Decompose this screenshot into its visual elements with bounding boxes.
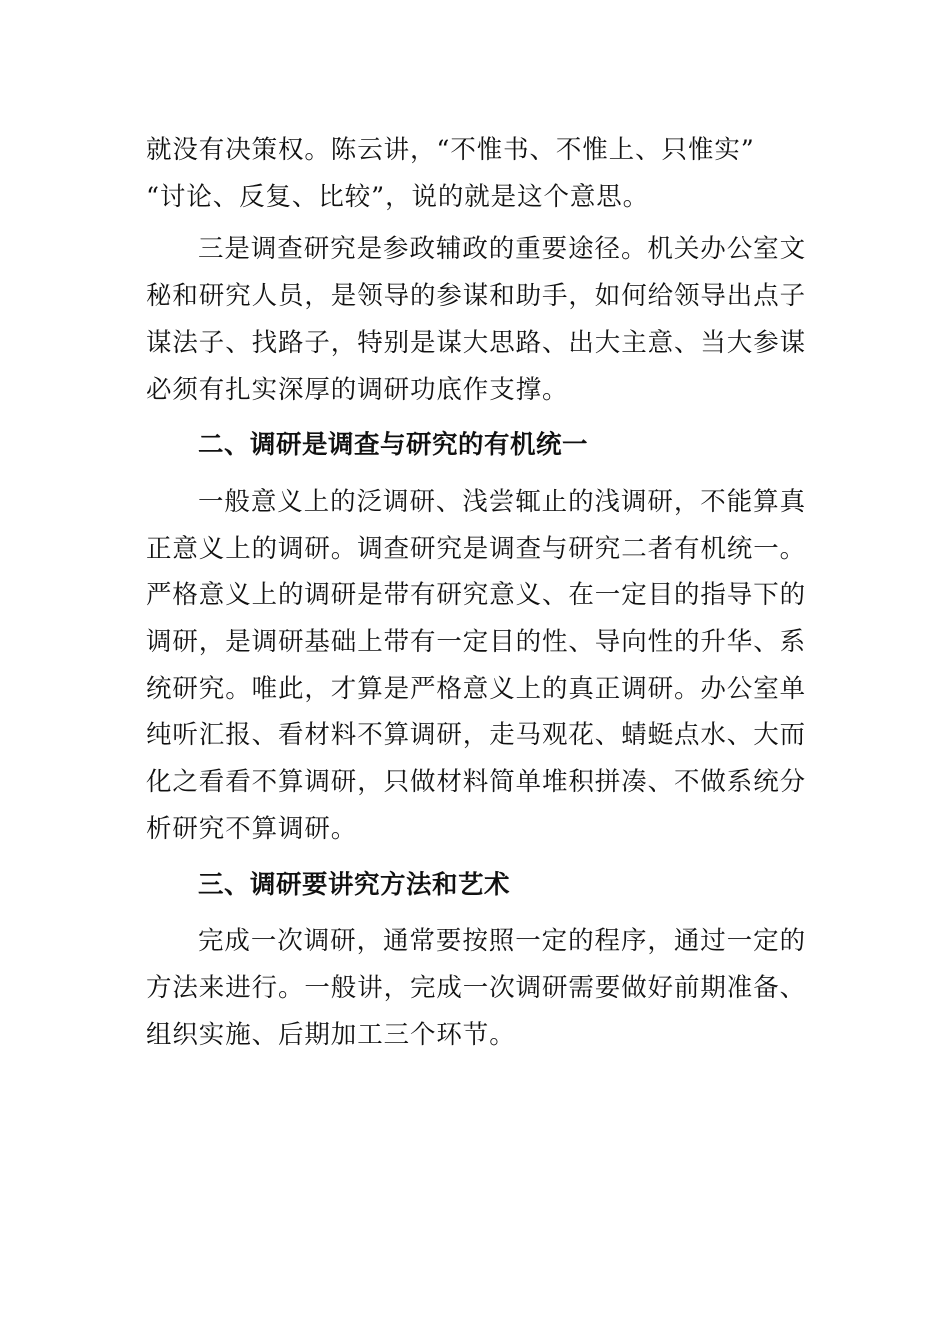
- paragraph-three: 三是调查研究是参政辅政的重要途径。机关办公室文秘和研究人员，是领导的参谋和助手，如何给领导出点子谋法子、找路子，特别是谋大思路、出大主意、当大参谋必须有扎实深厚的调研功底作支撑。: [146, 234, 807, 405]
- section-heading-three: 三、调研要讲究方法和艺术: [198, 869, 511, 900]
- paragraph-section-two: 一般意义上的泛调研、浅尝辄止的浅调研，不能算真正意义上的调研。调查研究是调查与研究二者有机统一。严格意义上的调研是带有研究意义、在一定目的指导下的调研，是调研基础上带有一定目的性、导向性的升华、系统研究。唯此，才算是严格意义上的真正调研。办公室单纯听汇报、看材料不算调研，走马观花、蜻蜓点水、大而化之看看不算调研，只做材料简单堆积拼凑、不做系统分析研究不算调研。: [146, 486, 807, 844]
- continued-text-line-2: “讨论、反复、比较”，说的就是这个意思。: [146, 181, 650, 212]
- paragraph-section-three: 完成一次调研，通常要按照一定的程序，通过一定的方法来进行。一般讲，完成一次调研需要做好前期准备、组织实施、后期加工三个环节。: [146, 926, 807, 1050]
- continued-text-line-1: 就没有决策权。陈云讲，“不惟书、不惟上、只惟实”: [146, 135, 755, 165]
- document-body: [146, 127, 806, 1067]
- section-heading-two: 二、调研是调查与研究的有机统一: [198, 430, 589, 461]
